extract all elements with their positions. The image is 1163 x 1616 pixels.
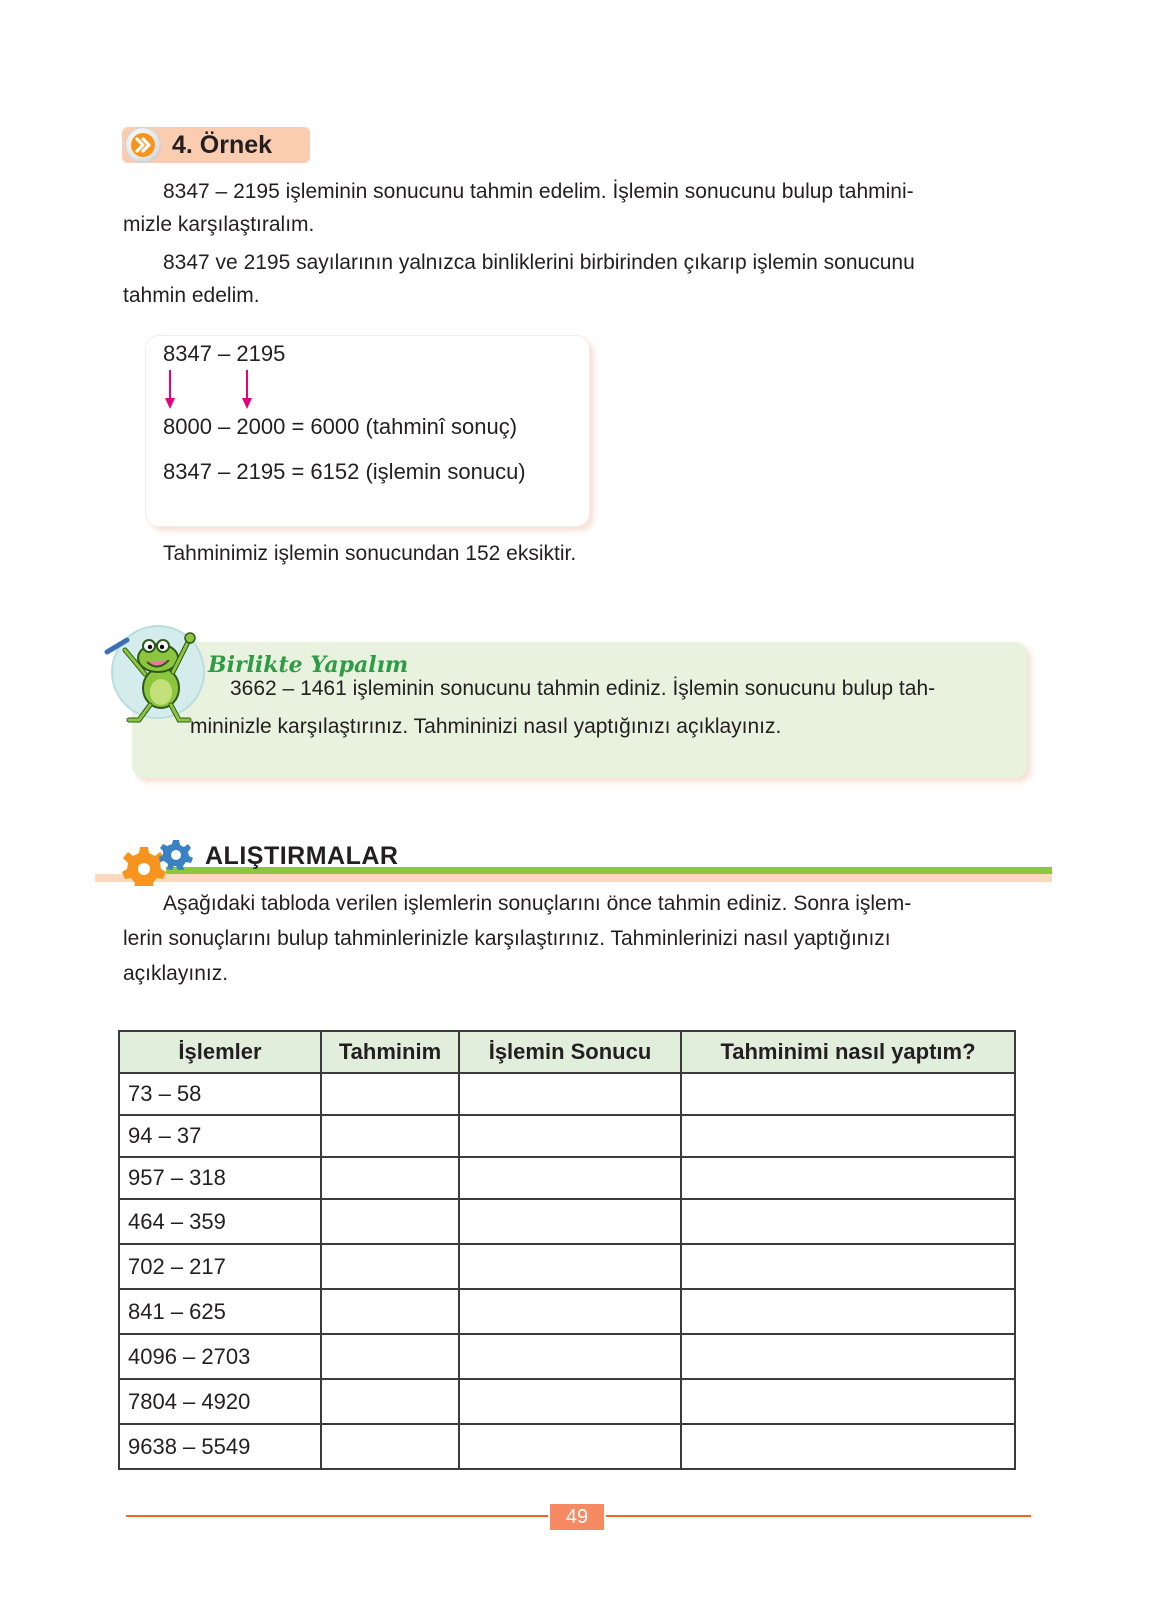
result-cell[interactable]: [459, 1379, 681, 1424]
together-line-1: 3662 – 1461 işleminin sonucunu tahmin ediniz. İşlemin sonucunu bulup tah-: [230, 677, 936, 700]
example-paragraph-2-line-1: 8347 ve 2195 sayılarının yalnızca binliklerini birbirinden çıkarıp işlemin sonucunu: [163, 251, 915, 274]
column-header-operations: İşlemler: [119, 1031, 321, 1073]
estimate-cell[interactable]: [321, 1289, 459, 1334]
footer-rule-left: [126, 1515, 548, 1517]
table-row: [119, 1199, 1015, 1244]
arrow-down-icon: [163, 370, 177, 415]
method-cell[interactable]: [681, 1073, 1015, 1115]
method-cell[interactable]: [681, 1115, 1015, 1157]
operation-cell: 73 – 58: [119, 1073, 321, 1115]
calc-line-result: 8347 – 2195 = 6152 (işlemin sonucu): [163, 459, 526, 484]
exercises-divider-tan: [95, 874, 1052, 882]
page-number: 49: [550, 1504, 604, 1530]
table-row: [119, 1244, 1015, 1289]
table-row: [119, 1379, 1015, 1424]
result-cell[interactable]: [459, 1244, 681, 1289]
operation-cell: 7804 – 4920: [119, 1379, 321, 1424]
estimate-cell[interactable]: [321, 1379, 459, 1424]
result-cell[interactable]: [459, 1334, 681, 1379]
operation-cell: 841 – 625: [119, 1289, 321, 1334]
method-cell[interactable]: [681, 1289, 1015, 1334]
column-header-estimate: Tahminim: [321, 1031, 459, 1073]
result-cell[interactable]: [459, 1424, 681, 1469]
operation-cell: 957 – 318: [119, 1157, 321, 1199]
operation-cell: 702 – 217: [119, 1244, 321, 1289]
together-title: Birlikte Yapalım: [208, 652, 409, 678]
table-header-row: [119, 1031, 1015, 1073]
estimate-cell[interactable]: [321, 1424, 459, 1469]
table-row: [119, 1157, 1015, 1199]
operation-cell: 464 – 359: [119, 1199, 321, 1244]
estimate-cell[interactable]: [321, 1115, 459, 1157]
calc-line-estimate: 8000 – 2000 = 6000 (tahminî sonuç): [163, 414, 518, 439]
table-row: [119, 1115, 1015, 1157]
example-title: 4. Örnek: [172, 131, 273, 159]
result-cell[interactable]: [459, 1073, 681, 1115]
estimate-cell[interactable]: [321, 1199, 459, 1244]
example-conclusion: Tahminimiz işlemin sonucundan 152 eksiktir.: [163, 542, 577, 565]
operation-cell: 9638 – 5549: [119, 1424, 321, 1469]
table-row: [119, 1424, 1015, 1469]
exercises-table: [118, 1030, 1016, 1470]
calc-line-operation: 8347 – 2195: [163, 341, 286, 366]
exercises-instruction-line-2: lerin sonuçlarını bulup tahminlerinizle karşılaştırınız. Tahminlerinizi nasıl yaptığınızı: [123, 927, 891, 950]
column-header-method: Tahminimi nasıl yaptım?: [681, 1031, 1015, 1073]
exercises-title: ALIŞTIRMALAR: [205, 842, 399, 870]
example-paragraph-1-line-2: mizle karşılaştıralım.: [123, 213, 315, 236]
method-cell[interactable]: [681, 1379, 1015, 1424]
table-row: [119, 1289, 1015, 1334]
operation-cell: 4096 – 2703: [119, 1334, 321, 1379]
estimate-cell[interactable]: [321, 1334, 459, 1379]
result-cell[interactable]: [459, 1115, 681, 1157]
result-cell[interactable]: [459, 1157, 681, 1199]
double-chevron-icon: [125, 127, 161, 163]
table-row: [119, 1334, 1015, 1379]
method-cell[interactable]: [681, 1244, 1015, 1289]
column-header-result: İşlemin Sonucu: [459, 1031, 681, 1073]
together-line-2: mininizle karşılaştırınız. Tahmininizi nasıl yaptığınızı açıklayınız.: [190, 715, 782, 738]
estimate-cell[interactable]: [321, 1244, 459, 1289]
estimate-cell[interactable]: [321, 1073, 459, 1115]
example-paragraph-1-line-1: 8347 – 2195 işleminin sonucunu tahmin edelim. İşlemin sonucunu bulup tahmini-: [163, 180, 914, 203]
footer-rule-right: [606, 1515, 1031, 1517]
method-cell[interactable]: [681, 1199, 1015, 1244]
table-row: [119, 1073, 1015, 1115]
result-cell[interactable]: [459, 1199, 681, 1244]
method-cell[interactable]: [681, 1334, 1015, 1379]
gears-icon: [122, 838, 202, 886]
method-cell[interactable]: [681, 1424, 1015, 1469]
arrow-down-icon: [240, 370, 254, 415]
exercises-instruction-line-1: Aşağıdaki tabloda verilen işlemlerin sonuçlarını önce tahmin ediniz. Sonra işlem-: [163, 892, 912, 915]
result-cell[interactable]: [459, 1289, 681, 1334]
example-paragraph-2-line-2: tahmin edelim.: [123, 284, 260, 307]
estimate-cell[interactable]: [321, 1157, 459, 1199]
method-cell[interactable]: [681, 1157, 1015, 1199]
exercises-instruction-line-3: açıklayınız.: [123, 962, 229, 985]
operation-cell: 94 – 37: [119, 1115, 321, 1157]
